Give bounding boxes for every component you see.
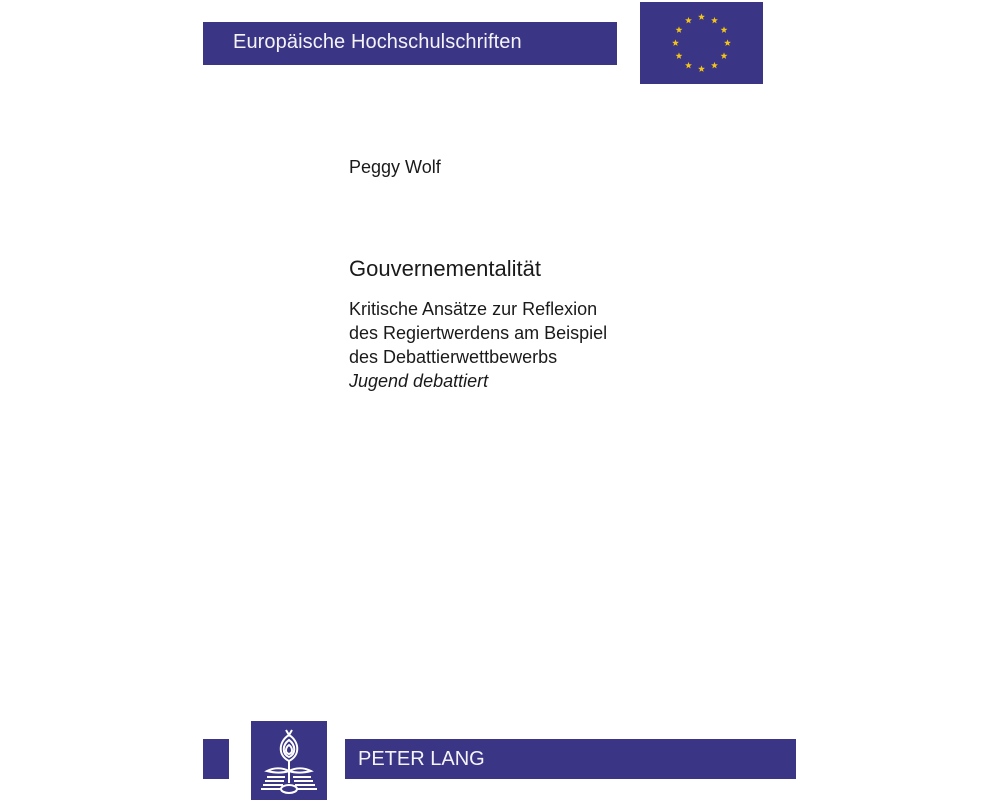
decorative-block xyxy=(203,739,229,779)
book-subtitle xyxy=(349,297,607,393)
subtitle-line: Kritische Ansätze zur Reflexion xyxy=(349,299,598,319)
series-banner xyxy=(203,22,617,65)
subtitle-line: des Regiertwerdens am Beispiel xyxy=(349,323,608,343)
book-flower-logo-icon xyxy=(251,721,327,800)
book-title: Gouvernementalität xyxy=(349,256,541,281)
subtitle-italic-line: Jugend debattiert xyxy=(349,371,489,391)
eu-flag-icon xyxy=(640,2,763,84)
series-name: Europäische Hochschulschriften xyxy=(233,31,522,53)
publisher-banner xyxy=(345,739,796,779)
author-name: Peggy Wolf xyxy=(349,157,441,177)
subtitle-line: des Debattierwettbewerbs xyxy=(349,347,558,367)
publisher-name: PETER LANG xyxy=(358,748,485,770)
